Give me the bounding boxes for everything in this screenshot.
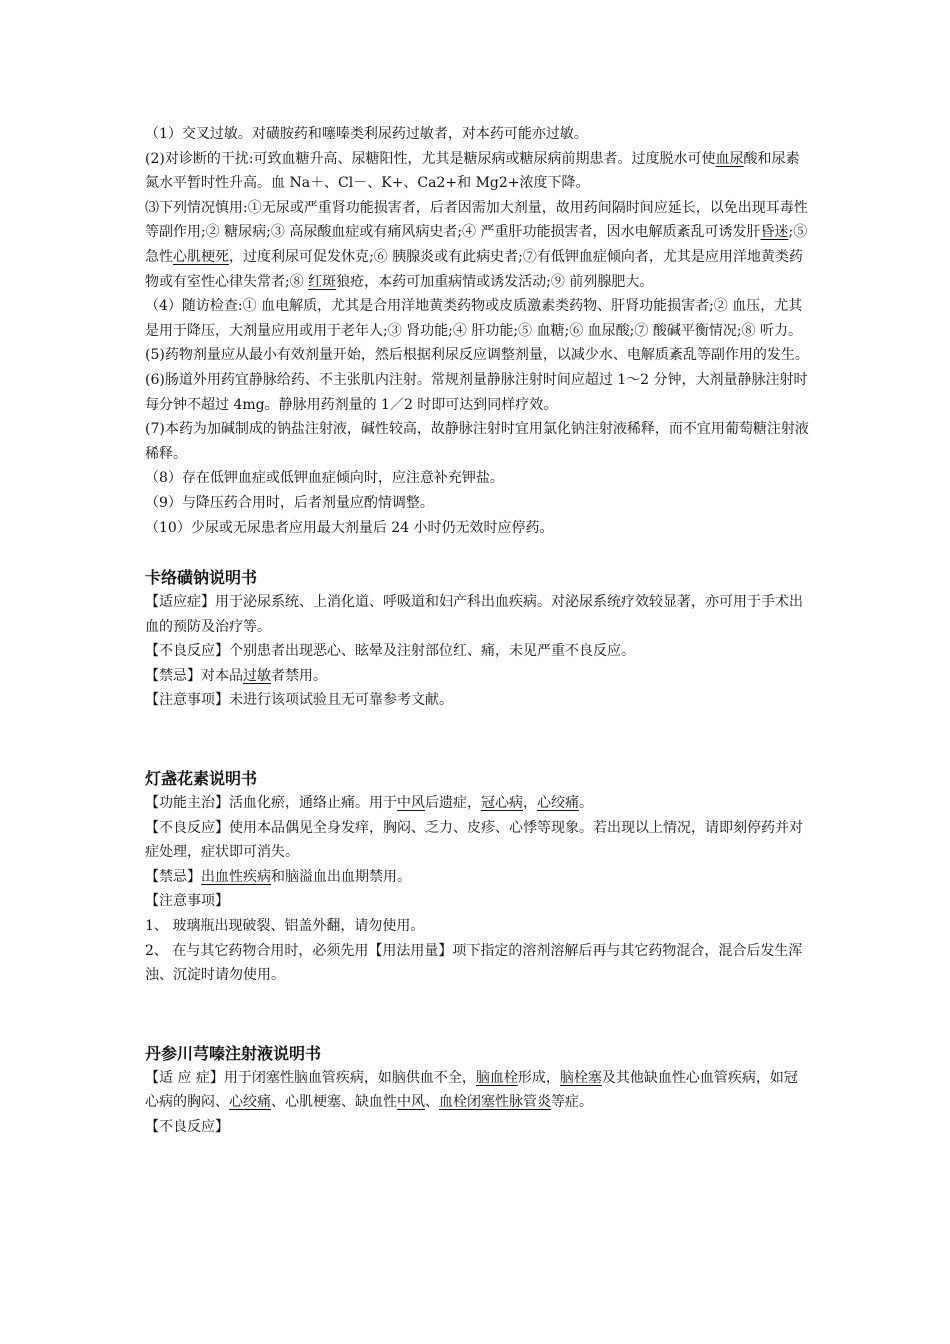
precaution-item-2: 2、 在与其它药物合用时，必须先用【用法用量】项下指定的溶剂溶解后再与其它药物混合，混合后发生浑浊、沉淀时请勿使用。 [145, 942, 803, 984]
underlined-term: 心绞痛 [537, 795, 579, 812]
underlined-term: 心绞痛 [229, 1094, 271, 1111]
precautions-paragraph: 【注意事项】未进行该项试验且无可靠参考文献。 [145, 692, 453, 709]
contraindication-paragraph [145, 664, 810, 689]
underlined-term: 冠心病 [481, 795, 523, 812]
text-run: 等症。 [551, 1094, 593, 1111]
text-run: 酸和尿素氮水平暂时性升高。血 Na＋、Cl－、K+、Ca2+和 Mg2+浓度下降。 [145, 150, 800, 192]
paragraph-item-1: （1）交叉过敏。对磺胺药和噻嗪类利尿药过敏者，对本药可能亦过敏。 [145, 126, 588, 142]
spacer [145, 713, 810, 767]
text-run: ， [523, 795, 537, 812]
paragraph-item-4: （4）随访检查:① 血电解质，尤其是合用洋地黄类药物或皮质激素类药物、肝肾功能损害者;② 血压，尤其是用于降压，大剂量应用或用于老年人;③ 肾功能;④ 肝功能;⑤ 血糖;⑥ 血尿酸;⑦ 酸碱平衡情况;⑧ 听力。 [145, 298, 803, 339]
text-run: 、 [425, 1094, 439, 1111]
function-paragraph [145, 791, 810, 816]
paragraph-item-10: （10）少尿或无尿患者应用最大剂量后 24 小时仍无效时应停药。 [145, 519, 554, 536]
indication-paragraph: 【适应症】用于泌尿系统、上消化道、呼吸道和妇产科出血疾病。对泌尿系统疗效较显著，亦可用于手术出血的预防及治疗等。 [145, 594, 803, 635]
text-run: 及其他缺血性心血管疾病，如冠心病的胸闷、 [145, 1069, 798, 1111]
precautions-heading: 【注意事项】 [145, 893, 229, 910]
text-run: 。 [579, 795, 593, 812]
spacer [145, 540, 810, 566]
underlined-term: 红斑 [308, 273, 337, 290]
underlined-term: 过敏 [243, 667, 271, 684]
adverse-reaction-paragraph: 【不良反应】个别患者出现恶心、眩晕及注射部位红、痛，未见严重不良反应。 [145, 643, 635, 660]
section-title-carbazochrome: 卡络磺钠说明书 [145, 568, 258, 588]
underlined-term: 血尿 [715, 150, 744, 167]
contraindication-paragraph [145, 865, 810, 890]
paragraph-item-7: (7)本药为加碱制成的钠盐注射液，碱性较高，故静脉注射时宜用氯化钠注射液稀释，而不宜用葡萄糖注射液稀释。 [145, 421, 809, 462]
indication-paragraph [145, 1066, 810, 1115]
paragraph-item-2 [145, 147, 810, 196]
text-run: 狼疮，本药可加重病情或诱发活动;⑨ 前列腺肥大。 [336, 273, 654, 290]
underlined-term: 血栓闭塞性脉管炎 [439, 1094, 551, 1111]
precaution-item-1: 1、 玻璃瓶出现破裂、铝盖外翻，请勿使用。 [145, 918, 425, 935]
text-run: 和脑溢血出血期禁用。 [271, 868, 411, 885]
paragraph-item-5: (5)药物剂量应从最小有效剂量开始，然后根据利尿反应调整剂量，以减少水、电解质紊乱等副作用的发生。 [145, 347, 809, 364]
paragraph-item-6: (6)肠道外用药宜静脉给药、不主张肌内注射。常规剂量静脉注射时间应超过 1～2 分钟，大剂量静脉注射时每分钟不超过 4mg。静脉用药剂量的 1／2 时即可达到同样疗效。 [145, 371, 808, 413]
adverse-reaction-heading: 【不良反应】 [145, 1119, 229, 1135]
paragraph-item-3 [145, 196, 810, 294]
text-run: 【功能主治】活血化瘀，通络止痛。用于 [145, 795, 397, 812]
document-body [145, 122, 810, 1140]
text-run: 【禁忌】对本品 [145, 667, 243, 684]
text-run: 者禁用。 [271, 667, 327, 684]
text-run: (2)对诊断的干扰:可致血糖升高、尿糖阳性，尤其是糖尿病或糖尿病前期患者。过度脱水可使 [145, 150, 716, 167]
section-title-danshen-ligustrazine: 丹参川芎嗪注射液说明书 [145, 1043, 322, 1063]
underlined-term: 昏迷 [760, 224, 789, 241]
adverse-reaction-paragraph: 【不良反应】使用本品偶见全身发痒，胸闷、乏力、皮疹、心悸等现象。若出现以上情况，请即刻停药并对症处理，症状即可消失。 [145, 819, 803, 861]
text-run: 后遗症， [425, 795, 481, 812]
spacer [145, 988, 810, 1042]
paragraph-item-8: （8）存在低钾血症或低钾血症倾向时，应注意补充钾盐。 [145, 470, 504, 487]
underlined-term: 脑栓塞 [559, 1069, 602, 1086]
section-title-breviscapine: 灯盏花素说明书 [145, 769, 258, 789]
underlined-term: 中风 [397, 1094, 425, 1111]
text-run: ，过度利尿可促发休克;⑥ 胰腺炎或有此病史者;⑦有低钾血症倾向者，尤其是应用洋地黄类药物或有室性心律失常者;⑧ [145, 248, 803, 290]
underlined-term: 心肌梗死 [173, 248, 229, 265]
text-run: 【适 应 症】用于闭塞性脑血管疾病，如脑供血不全， [145, 1069, 476, 1086]
paragraph-item-9: （9）与降压药合用时，后者剂量应酌情调整。 [145, 494, 434, 511]
underlined-term: 脑血栓 [475, 1069, 518, 1086]
underlined-term: 出血性疾病 [201, 868, 271, 885]
text-run: ⑶下列情况慎用:①无尿或严重肾功能损害者，后者因需加大剂量，故用药间隔时间应延长，以免出现耳毒性等副作用;② 糖尿病;③ 高尿酸血症或有痛风病史者;④ 严重肝功能损害者，因水电解质紊乱可诱发肝 [145, 199, 808, 241]
text-run: ;⑤ 急性 [145, 224, 808, 265]
text-run: 【禁忌】 [145, 868, 201, 885]
underlined-term: 中风 [397, 795, 425, 812]
text-run: 、心肌梗塞、缺血性 [271, 1094, 397, 1111]
text-run: 形成， [517, 1069, 560, 1086]
